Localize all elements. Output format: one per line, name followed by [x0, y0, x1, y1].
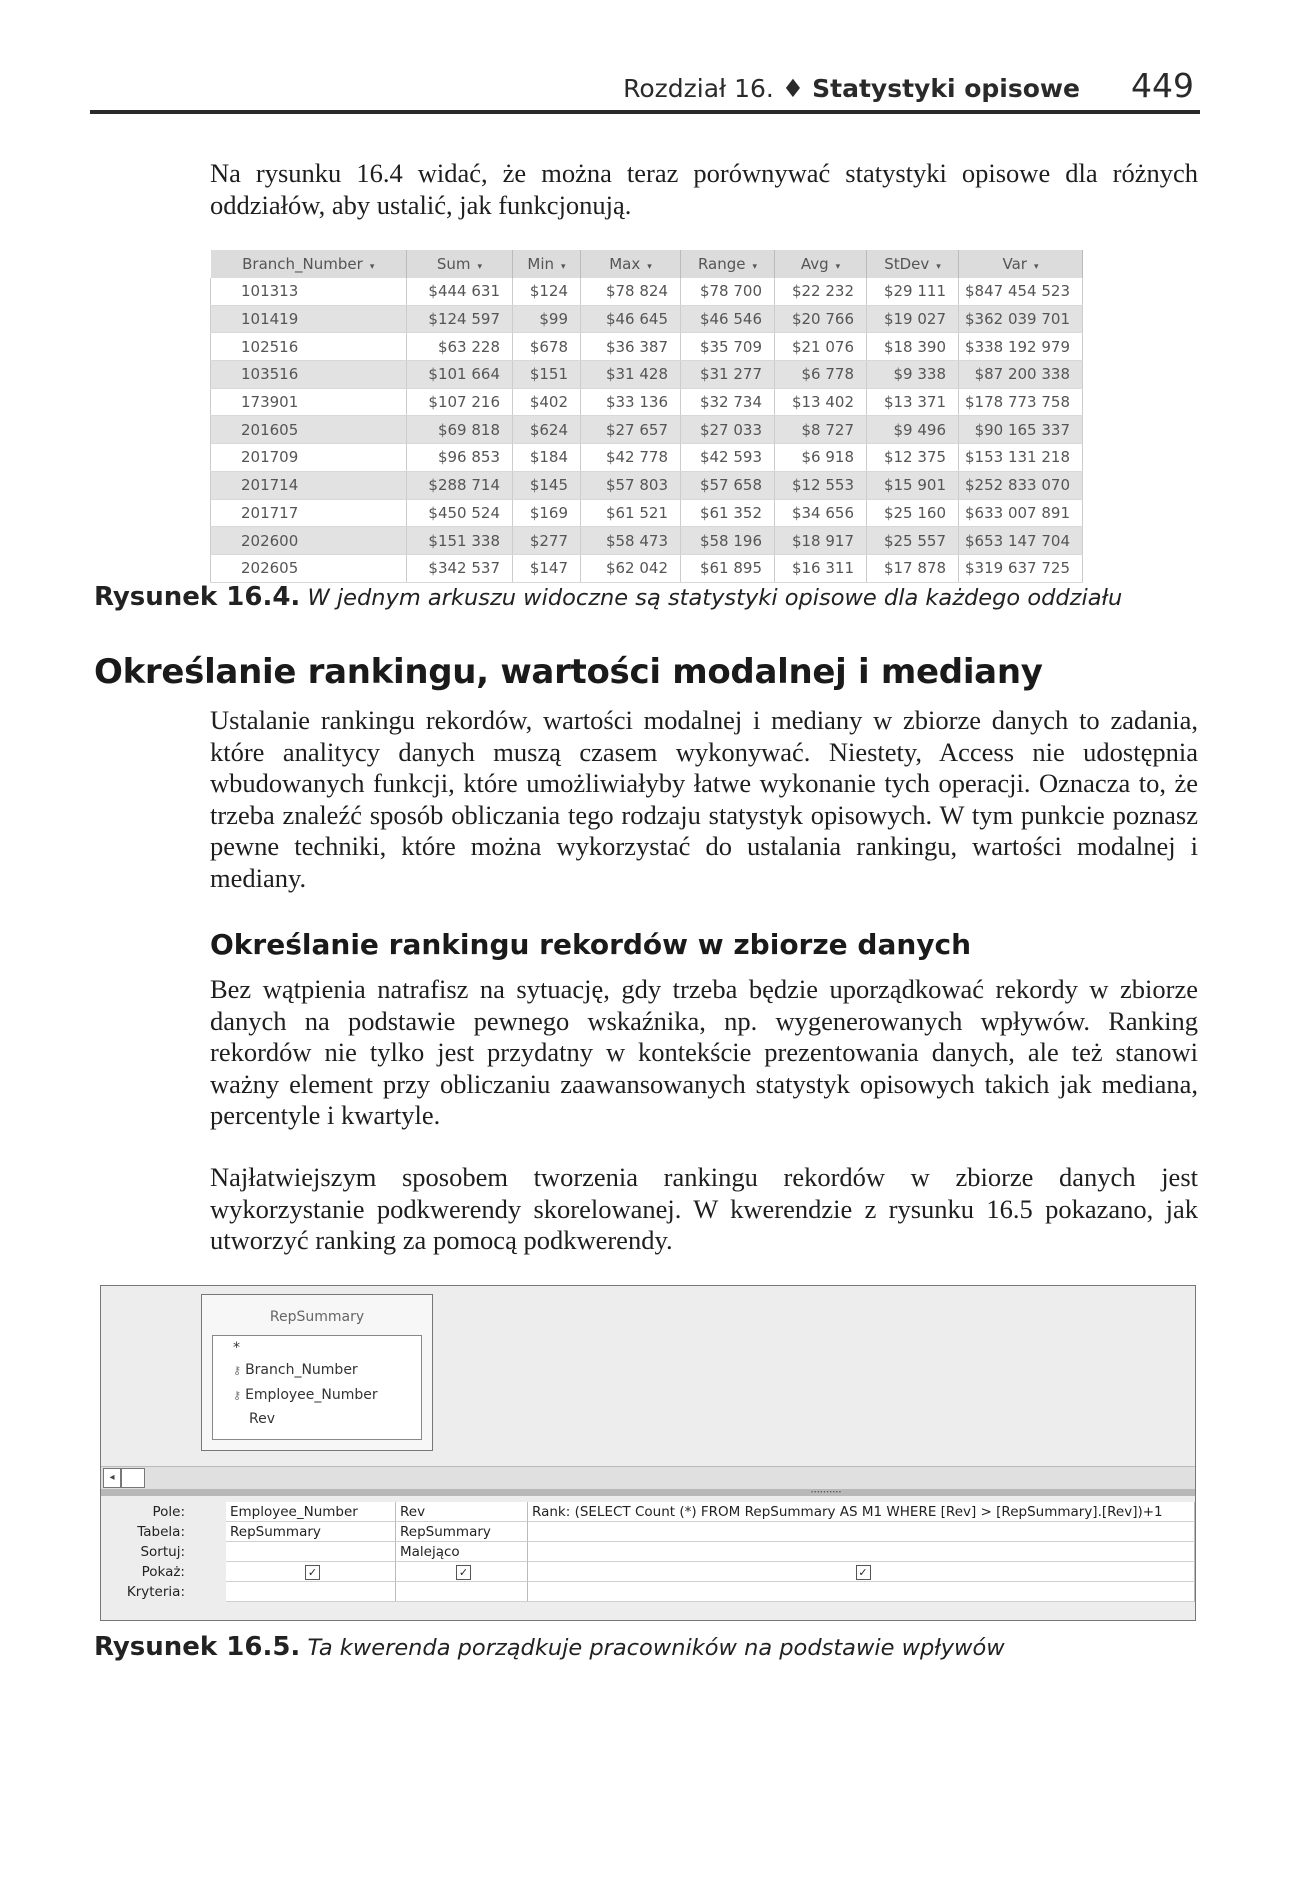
- cell-table-1[interactable]: RepSummary: [226, 1522, 396, 1542]
- caption-text: W jednym arkuszu widoczne są statystyki opisowe dla każdego oddziału: [307, 585, 1123, 611]
- table-cell[interactable]: $31 277: [681, 361, 775, 389]
- table-cell[interactable]: 102516: [211, 333, 407, 361]
- row-label: Pole:: [152, 1504, 185, 1520]
- field-rev[interactable]: Rev: [249, 1411, 275, 1427]
- table-cell[interactable]: $58 196: [681, 527, 775, 555]
- table-cell[interactable]: $9 338: [867, 361, 959, 389]
- table-cell[interactable]: 101313: [211, 278, 407, 305]
- table-cell[interactable]: $42 593: [681, 444, 775, 472]
- table-cell[interactable]: $63 228: [407, 333, 513, 361]
- table-cell[interactable]: $145: [513, 471, 581, 499]
- table-cell[interactable]: $29 111: [867, 278, 959, 305]
- table-cell[interactable]: $9 496: [867, 416, 959, 444]
- dropdown-arrow-icon[interactable]: ▾: [752, 262, 758, 272]
- row-sort: [101, 1542, 1195, 1562]
- table-row[interactable]: [211, 388, 1083, 416]
- figure-16-4-caption: [94, 582, 1122, 612]
- table-cell[interactable]: $46 645: [581, 305, 681, 333]
- table-cell[interactable]: $34 656: [775, 499, 867, 527]
- table-cell[interactable]: $6 778: [775, 361, 867, 389]
- table-cell[interactable]: 202600: [211, 527, 407, 555]
- dropdown-arrow-icon[interactable]: ▾: [647, 262, 652, 272]
- cell-criteria-3[interactable]: [528, 1582, 1195, 1602]
- table-cell[interactable]: $21 076: [775, 333, 867, 361]
- header-rule: [90, 110, 1200, 114]
- table-cell[interactable]: $151: [513, 361, 581, 389]
- table-cell[interactable]: $13 371: [867, 388, 959, 416]
- caption-label: Rysunek 16.4.: [94, 582, 301, 612]
- table-cell[interactable]: $27 657: [581, 416, 681, 444]
- table-cell[interactable]: $153 131 218: [959, 444, 1083, 472]
- dropdown-arrow-icon[interactable]: ▾: [835, 262, 841, 272]
- table-cell[interactable]: $124: [513, 278, 581, 305]
- table-cell[interactable]: $99: [513, 305, 581, 333]
- table-cell[interactable]: $25 557: [867, 527, 959, 555]
- figure-16-5-caption: [94, 1632, 1005, 1662]
- table-row[interactable]: [211, 554, 1083, 582]
- chapter-title: Rozdział 16. ♦ Statystyki opisowe: [623, 74, 1080, 103]
- intro-paragraph: Na rysunku 16.4 widać, że można teraz porównywać statystyki opisowe dla różnych oddziałów, aby ustalić, jak funkcjonują.: [210, 158, 1198, 220]
- table-cell[interactable]: $27 033: [681, 416, 775, 444]
- subsection-paragraph-1: Bez wątpienia natrafisz na sytuację, gdy trzeba będzie uporządkować rekordy w zbiorze danych na podstawie pewnego wskaźnika, np. wygenerowanych wpływów. Ranking rekordów nie tylko jest przydatny w kontekście prezentowania danych, ale też stanowi ważny element przy obliczaniu zaawansowanych statystyk opisowych takich jak mediana, percentyle i kwartyle.: [210, 974, 1198, 1130]
- cell-criteria-1[interactable]: [226, 1582, 396, 1602]
- table-cell[interactable]: $13 402: [775, 388, 867, 416]
- table-cell[interactable]: $8 727: [775, 416, 867, 444]
- caption-label: Rysunek 16.5.: [94, 1632, 301, 1662]
- table-cell[interactable]: $184: [513, 444, 581, 472]
- table-cell[interactable]: $61 521: [581, 499, 681, 527]
- table-cell[interactable]: $17 878: [867, 554, 959, 582]
- row-label: Sortuj:: [140, 1544, 185, 1560]
- table-cell[interactable]: 173901: [211, 388, 407, 416]
- row-field: [101, 1502, 1195, 1522]
- pane-splitter[interactable]: [101, 1489, 1195, 1496]
- table-cell[interactable]: $342 537: [407, 554, 513, 582]
- column-header[interactable]: Range ▾: [681, 250, 775, 278]
- table-cell[interactable]: 101419: [211, 305, 407, 333]
- dropdown-arrow-icon[interactable]: ▾: [936, 262, 941, 272]
- table-cell[interactable]: $36 387: [581, 333, 681, 361]
- table-cell[interactable]: $62 042: [581, 554, 681, 582]
- table-cell[interactable]: $35 709: [681, 333, 775, 361]
- table-cell[interactable]: $33 136: [581, 388, 681, 416]
- descriptive-stats-datasheet: [210, 250, 1082, 578]
- table-cell[interactable]: $678: [513, 333, 581, 361]
- column-header[interactable]: Min ▾: [513, 250, 581, 278]
- table-cell[interactable]: $12 553: [775, 471, 867, 499]
- table-cell[interactable]: $18 390: [867, 333, 959, 361]
- dropdown-arrow-icon[interactable]: ▾: [477, 262, 483, 272]
- table-cell[interactable]: $78 700: [681, 278, 775, 305]
- table-cell[interactable]: $31 428: [581, 361, 681, 389]
- table-cell[interactable]: $124 597: [407, 305, 513, 333]
- column-header[interactable]: Avg ▾: [775, 250, 867, 278]
- table-row[interactable]: [211, 444, 1083, 472]
- cell-show-1: [226, 1562, 396, 1582]
- table-box-repsummary[interactable]: [201, 1294, 433, 1451]
- table-cell[interactable]: $338 192 979: [959, 333, 1083, 361]
- table-cell[interactable]: $15 901: [867, 471, 959, 499]
- caption-text: Ta kwerenda porządkuje pracowników na podstawie wpływów: [307, 1635, 1005, 1661]
- scroll-left-icon[interactable]: ◂: [103, 1468, 121, 1488]
- running-header: [90, 66, 1200, 112]
- table-cell[interactable]: $78 824: [581, 278, 681, 305]
- table-cell[interactable]: $847 454 523: [959, 278, 1083, 305]
- table-cell[interactable]: $57 803: [581, 471, 681, 499]
- table-cell[interactable]: $101 664: [407, 361, 513, 389]
- row-label: Kryteria:: [126, 1584, 185, 1600]
- page-number: 449: [1131, 66, 1194, 105]
- cell-show-3: [528, 1562, 1195, 1582]
- table-cell[interactable]: $6 918: [775, 444, 867, 472]
- cell-sort-2[interactable]: Malejąco: [396, 1542, 528, 1562]
- table-cell[interactable]: 201605: [211, 416, 407, 444]
- splitter-grip-icon: ••••••••••: [811, 1490, 843, 1496]
- table-cell[interactable]: $288 714: [407, 471, 513, 499]
- table-cell[interactable]: $69 818: [407, 416, 513, 444]
- table-cell[interactable]: 202605: [211, 554, 407, 582]
- query-table-pane: [101, 1286, 1195, 1494]
- row-show: [101, 1562, 1195, 1582]
- section-paragraph: Ustalanie rankingu rekordów, wartości modalnej i mediany w zbiorze danych to zadania, które analitycy danych muszą czasem wykonywać. Niestety, Access nie udostępnia wbudowanych funkcji, które umożliwiałyby łatwe wykonanie tych operacji. Oznacza to, że trzeba znaleźć sposób obliczania tego rodzaju statystyk opisowych. W tym punkcie poznasz pewne techniki, które można wykorzystać do ustalania rankingu, wartości modalnej i mediany.: [210, 705, 1198, 893]
- table-cell[interactable]: $624: [513, 416, 581, 444]
- table-cell[interactable]: 201709: [211, 444, 407, 472]
- table-row[interactable]: [211, 471, 1083, 499]
- key-icon: ⚷: [233, 1389, 242, 1402]
- table-cell[interactable]: $277: [513, 527, 581, 555]
- table-row[interactable]: [211, 361, 1083, 389]
- table-cell[interactable]: $32 734: [681, 388, 775, 416]
- table-cell[interactable]: $633 007 891: [959, 499, 1083, 527]
- table-cell[interactable]: $42 778: [581, 444, 681, 472]
- table-cell[interactable]: $319 637 725: [959, 554, 1083, 582]
- table-cell[interactable]: $450 524: [407, 499, 513, 527]
- show-checkbox-3[interactable]: ✓: [856, 1565, 871, 1580]
- table-cell[interactable]: 103516: [211, 361, 407, 389]
- dropdown-arrow-icon[interactable]: ▾: [1033, 262, 1039, 272]
- dropdown-arrow-icon[interactable]: ▾: [369, 262, 375, 272]
- cell-sort-1[interactable]: [226, 1542, 396, 1562]
- column-header[interactable]: StDev ▾: [867, 250, 959, 278]
- show-checkbox-2[interactable]: ✓: [456, 1565, 471, 1580]
- subsection-paragraph-2: Najłatwiejszym sposobem tworzenia rankingu rekordów w zbiorze danych jest wykorzystanie podkwerendy skorelowanej. W kwerendzie z rysunku 16.5 pokazano, jak utworzyć ranking za pomocą podkwerendy.: [210, 1162, 1198, 1255]
- table-row[interactable]: [211, 499, 1083, 527]
- table-cell[interactable]: $178 773 758: [959, 388, 1083, 416]
- table-cell[interactable]: $96 853: [407, 444, 513, 472]
- table-row[interactable]: [211, 333, 1083, 361]
- table-cell[interactable]: $147: [513, 554, 581, 582]
- column-header[interactable]: Max ▾: [581, 250, 681, 278]
- table-cell[interactable]: $46 546: [681, 305, 775, 333]
- table-box-title: RepSummary: [269, 1309, 365, 1325]
- column-header[interactable]: Sum ▾: [407, 250, 513, 278]
- table-cell[interactable]: $151 338: [407, 527, 513, 555]
- table-cell[interactable]: $169: [513, 499, 581, 527]
- table-row[interactable]: [211, 416, 1083, 444]
- cell-table-2[interactable]: RepSummary: [396, 1522, 528, 1542]
- column-header[interactable]: Branch_Number ▾: [211, 250, 407, 278]
- table-cell[interactable]: $61 352: [681, 499, 775, 527]
- cell-field-2[interactable]: Rev: [396, 1502, 528, 1522]
- row-label: Pokaż:: [141, 1564, 185, 1580]
- table-cell[interactable]: 201717: [211, 499, 407, 527]
- table-cell[interactable]: $362 039 701: [959, 305, 1083, 333]
- row-label: Tabela:: [137, 1524, 185, 1540]
- cell-show-2: [396, 1562, 528, 1582]
- table-cell[interactable]: $25 160: [867, 499, 959, 527]
- table-cell[interactable]: $252 833 070: [959, 471, 1083, 499]
- table-cell[interactable]: $16 311: [775, 554, 867, 582]
- table-cell[interactable]: $653 147 704: [959, 527, 1083, 555]
- key-icon: ⚷: [233, 1364, 242, 1377]
- table-cell[interactable]: $20 766: [775, 305, 867, 333]
- table-cell[interactable]: $57 658: [681, 471, 775, 499]
- row-table: [101, 1522, 1195, 1542]
- cell-table-3[interactable]: [528, 1522, 1195, 1542]
- table-cell[interactable]: $61 895: [681, 554, 775, 582]
- field-employee-number[interactable]: ⚷ Employee_Number: [233, 1387, 378, 1403]
- cell-sort-3[interactable]: [528, 1542, 1195, 1562]
- row-criteria: [101, 1582, 1195, 1602]
- table-field-list: [212, 1335, 422, 1440]
- table-cell[interactable]: $87 200 338: [959, 361, 1083, 389]
- dropdown-arrow-icon[interactable]: ▾: [561, 262, 566, 272]
- table-cell[interactable]: $402: [513, 388, 581, 416]
- table-cell[interactable]: 201714: [211, 471, 407, 499]
- field-branch-number[interactable]: ⚷ Branch_Number: [233, 1362, 358, 1378]
- table-cell[interactable]: $12 375: [867, 444, 959, 472]
- horizontal-scrollbar[interactable]: [101, 1466, 1195, 1489]
- section-heading: Określanie rankingu, wartości modalnej i mediany: [94, 652, 1043, 692]
- table-row[interactable]: [211, 527, 1083, 555]
- query-design-window: [100, 1285, 1196, 1621]
- table-cell[interactable]: $58 473: [581, 527, 681, 555]
- query-design-grid: [101, 1502, 1195, 1620]
- table-cell[interactable]: $19 027: [867, 305, 959, 333]
- table-cell[interactable]: $107 216: [407, 388, 513, 416]
- table-row[interactable]: [211, 278, 1083, 305]
- cell-criteria-2[interactable]: [396, 1582, 528, 1602]
- subsection-heading: Określanie rankingu rekordów w zbiorze danych: [210, 928, 972, 961]
- field-all[interactable]: *: [233, 1340, 240, 1356]
- table-row[interactable]: [211, 305, 1083, 333]
- scroll-thumb[interactable]: [121, 1468, 145, 1488]
- table-cell[interactable]: $90 165 337: [959, 416, 1083, 444]
- table-cell[interactable]: $18 917: [775, 527, 867, 555]
- column-header[interactable]: Var ▾: [959, 250, 1083, 278]
- show-checkbox-1[interactable]: ✓: [305, 1565, 320, 1580]
- table-cell[interactable]: $444 631: [407, 278, 513, 305]
- table-cell[interactable]: $22 232: [775, 278, 867, 305]
- cell-field-1[interactable]: Employee_Number: [226, 1502, 396, 1522]
- cell-field-3[interactable]: Rank: (SELECT Count (*) FROM RepSummary AS M1 WHERE [Rev] > [RepSummary].[Rev])+1: [528, 1502, 1195, 1522]
